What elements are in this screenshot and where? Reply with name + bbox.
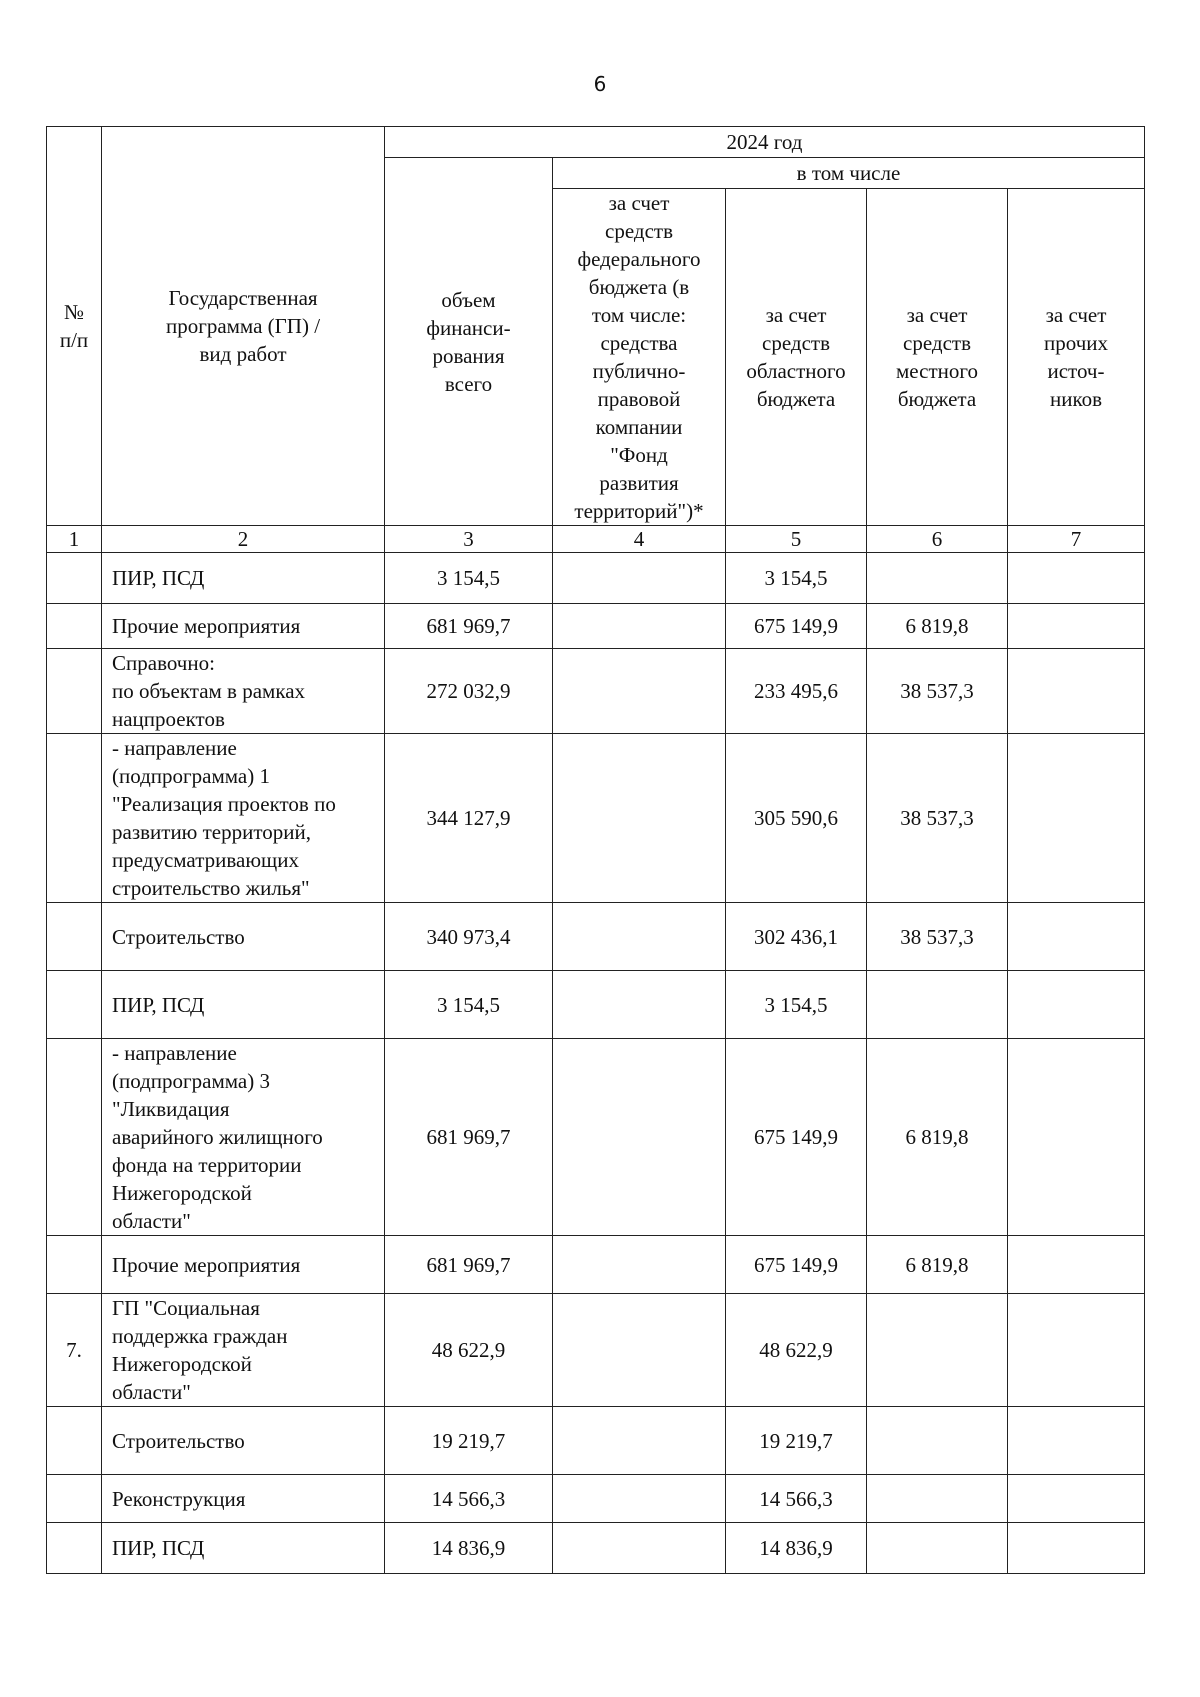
cell-federal	[553, 971, 726, 1039]
table-row	[47, 1236, 1145, 1294]
header-including: в том числе	[553, 158, 1145, 189]
cell-other	[1008, 971, 1145, 1039]
cell-other	[1008, 1039, 1145, 1236]
column-number: 6	[867, 526, 1008, 553]
table-row	[47, 649, 1145, 734]
cell-other	[1008, 1523, 1145, 1574]
table-row	[47, 1523, 1145, 1574]
cell-total: 14 566,3	[385, 1475, 553, 1523]
cell-local: 38 537,3	[867, 734, 1008, 903]
cell-regional: 233 495,6	[726, 649, 867, 734]
cell-federal	[553, 734, 726, 903]
cell-total: 344 127,9	[385, 734, 553, 903]
cell-total: 3 154,5	[385, 971, 553, 1039]
cell-regional: 305 590,6	[726, 734, 867, 903]
cell-total: 681 969,7	[385, 1039, 553, 1236]
cell-regional: 3 154,5	[726, 971, 867, 1039]
cell-local	[867, 1407, 1008, 1475]
cell-regional: 3 154,5	[726, 553, 867, 604]
column-number: 7	[1008, 526, 1145, 553]
cell-name: Строительство	[102, 903, 385, 971]
cell-local: 6 819,8	[867, 1039, 1008, 1236]
header-num: № п/п	[47, 127, 102, 526]
cell-name: Справочно: по объектам в рамках нацпроектов	[102, 649, 385, 734]
cell-federal	[553, 1294, 726, 1407]
table-row	[47, 553, 1145, 604]
cell-local	[867, 553, 1008, 604]
table-row	[47, 903, 1145, 971]
column-number: 2	[102, 526, 385, 553]
cell-num: 7.	[47, 1294, 102, 1407]
cell-num	[47, 649, 102, 734]
table-header	[47, 127, 1145, 553]
cell-federal	[553, 604, 726, 649]
cell-federal	[553, 1407, 726, 1475]
cell-local: 38 537,3	[867, 903, 1008, 971]
cell-local: 6 819,8	[867, 604, 1008, 649]
header-regional: за счет средств областного бюджета	[726, 189, 867, 526]
cell-federal	[553, 1523, 726, 1574]
cell-federal	[553, 1475, 726, 1523]
cell-total: 48 622,9	[385, 1294, 553, 1407]
cell-num	[47, 553, 102, 604]
column-numbers-row	[47, 526, 1145, 553]
cell-total: 681 969,7	[385, 604, 553, 649]
column-number: 3	[385, 526, 553, 553]
cell-num	[47, 971, 102, 1039]
table-row	[47, 604, 1145, 649]
cell-total: 681 969,7	[385, 1236, 553, 1294]
cell-name: - направление (подпрограмма) 1 "Реализация проектов по развитию территорий, предусматривающих строительство жилья"	[102, 734, 385, 903]
table-row	[47, 734, 1145, 903]
header-total: объем финанси- рования всего	[385, 158, 553, 526]
column-number: 4	[553, 526, 726, 553]
cell-name: Реконструкция	[102, 1475, 385, 1523]
cell-num	[47, 1236, 102, 1294]
budget-table	[46, 126, 1145, 1574]
cell-federal	[553, 903, 726, 971]
table-row	[47, 1475, 1145, 1523]
table-row	[47, 971, 1145, 1039]
cell-name: - направление (подпрограмма) 3 "Ликвидация аварийного жилищного фонда на территории Нижегородской области"	[102, 1039, 385, 1236]
cell-regional: 675 149,9	[726, 1039, 867, 1236]
cell-num	[47, 1523, 102, 1574]
cell-name: Строительство	[102, 1407, 385, 1475]
cell-total: 3 154,5	[385, 553, 553, 604]
cell-regional: 302 436,1	[726, 903, 867, 971]
header-program: Государственная программа (ГП) / вид работ	[102, 127, 385, 526]
cell-other	[1008, 649, 1145, 734]
cell-total: 14 836,9	[385, 1523, 553, 1574]
cell-federal	[553, 1039, 726, 1236]
cell-num	[47, 1475, 102, 1523]
cell-total: 340 973,4	[385, 903, 553, 971]
cell-num	[47, 903, 102, 971]
cell-federal	[553, 553, 726, 604]
cell-name: Прочие мероприятия	[102, 604, 385, 649]
cell-name: ПИР, ПСД	[102, 971, 385, 1039]
cell-name: ПИР, ПСД	[102, 1523, 385, 1574]
table-row	[47, 1407, 1145, 1475]
cell-local	[867, 1523, 1008, 1574]
header-year: 2024 год	[385, 127, 1145, 158]
cell-total: 19 219,7	[385, 1407, 553, 1475]
cell-other	[1008, 1475, 1145, 1523]
table-body	[47, 553, 1145, 1574]
cell-other	[1008, 903, 1145, 971]
header-other: за счет прочих источ- ников	[1008, 189, 1145, 526]
cell-name: ГП "Социальная поддержка граждан Нижегородской области"	[102, 1294, 385, 1407]
cell-other	[1008, 1407, 1145, 1475]
page-number: 6	[593, 72, 607, 96]
cell-num	[47, 734, 102, 903]
cell-local: 6 819,8	[867, 1236, 1008, 1294]
cell-name: ПИР, ПСД	[102, 553, 385, 604]
cell-local	[867, 971, 1008, 1039]
cell-num	[47, 1039, 102, 1236]
cell-local: 38 537,3	[867, 649, 1008, 734]
cell-num	[47, 604, 102, 649]
cell-federal	[553, 1236, 726, 1294]
cell-total: 272 032,9	[385, 649, 553, 734]
cell-num	[47, 1407, 102, 1475]
table-row	[47, 1294, 1145, 1407]
table-row	[47, 1039, 1145, 1236]
cell-regional: 19 219,7	[726, 1407, 867, 1475]
column-number: 1	[47, 526, 102, 553]
cell-name: Прочие мероприятия	[102, 1236, 385, 1294]
header-federal: за счет средств федерального бюджета (в том числе: средства публично- правовой компании "Фонд развития территорий")*	[553, 189, 726, 526]
cell-local	[867, 1475, 1008, 1523]
cell-other	[1008, 1294, 1145, 1407]
cell-regional: 48 622,9	[726, 1294, 867, 1407]
cell-local	[867, 1294, 1008, 1407]
cell-other	[1008, 1236, 1145, 1294]
column-number: 5	[726, 526, 867, 553]
cell-regional: 675 149,9	[726, 604, 867, 649]
cell-other	[1008, 734, 1145, 903]
cell-other	[1008, 604, 1145, 649]
cell-federal	[553, 649, 726, 734]
cell-other	[1008, 553, 1145, 604]
cell-regional: 14 836,9	[726, 1523, 867, 1574]
header-local: за счет средств местного бюджета	[867, 189, 1008, 526]
cell-regional: 14 566,3	[726, 1475, 867, 1523]
cell-regional: 675 149,9	[726, 1236, 867, 1294]
